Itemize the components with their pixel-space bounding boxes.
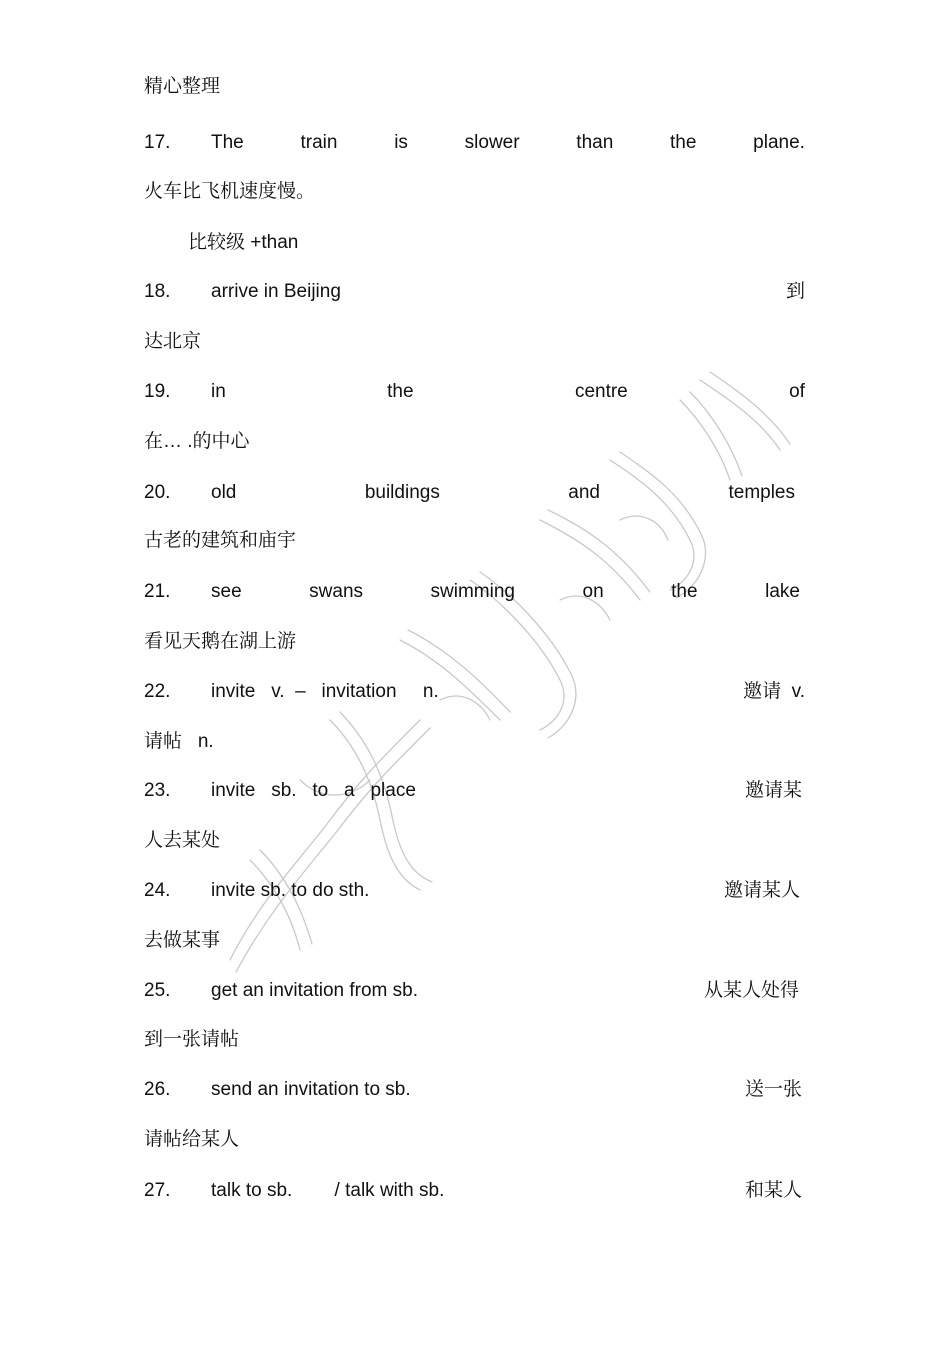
- chinese-meaning-start: 送一张: [744, 1079, 802, 1100]
- chinese-meaning: 在… .的中心: [144, 431, 250, 452]
- item-number: 18.: [144, 281, 171, 302]
- word: the: [671, 581, 698, 602]
- vocab-item-17: [144, 130, 805, 156]
- word: is: [394, 132, 408, 153]
- word: in: [211, 381, 226, 402]
- word: swans: [309, 581, 364, 602]
- word: buildings: [364, 482, 440, 503]
- item-number: 23.: [144, 780, 171, 801]
- word: centre: [574, 381, 628, 402]
- english-phrase: invite sb. to do sth.: [211, 880, 370, 901]
- word: than: [576, 132, 614, 153]
- word: and: [568, 482, 600, 503]
- vocab-item-18: [144, 279, 805, 305]
- page-header: 精心整理: [144, 76, 221, 97]
- vocab-item-25: [144, 978, 805, 1004]
- word: see: [211, 581, 242, 602]
- vocab-item-24: [144, 878, 805, 904]
- item-number: 27.: [144, 1180, 171, 1201]
- english-phrase: invite sb. to a place: [211, 780, 416, 801]
- item-number: 21.: [144, 581, 171, 602]
- word: slower: [464, 132, 520, 153]
- chinese-meaning: 看见天鹅在湖上游: [144, 631, 297, 652]
- english-phrase: talk to sb. / talk with sb.: [211, 1180, 445, 1201]
- chinese-meaning: 人去某处: [144, 830, 221, 851]
- english-phrase: [211, 379, 805, 405]
- english-phrase: [211, 130, 805, 156]
- english-phrase: send an invitation to sb.: [211, 1079, 411, 1100]
- item-number: 17.: [144, 132, 171, 153]
- item-number: 25.: [144, 980, 171, 1001]
- item-number: 19.: [144, 381, 171, 402]
- english-phrase: [211, 579, 800, 605]
- chinese-meaning-start: 和某人: [744, 1180, 802, 1201]
- word: plane.: [753, 132, 805, 153]
- word: swimming: [430, 581, 515, 602]
- vocab-item-27: [144, 1178, 805, 1204]
- word: on: [582, 581, 604, 602]
- vocab-item-20: [144, 480, 805, 506]
- english-phrase: invite v. – invitation n.: [211, 681, 439, 702]
- word: old: [211, 482, 237, 503]
- word: temples: [728, 482, 795, 503]
- chinese-meaning: 古老的建筑和庙宇: [144, 530, 297, 551]
- item-number: 24.: [144, 880, 171, 901]
- english-phrase: get an invitation from sb.: [211, 980, 418, 1001]
- chinese-meaning: 去做某事: [144, 930, 221, 951]
- english-phrase: [211, 480, 795, 506]
- vocab-item-23: [144, 778, 805, 804]
- word: the: [387, 381, 414, 402]
- word: train: [300, 132, 338, 153]
- chinese-meaning-start: 到: [785, 281, 805, 302]
- vocab-item-26: [144, 1077, 805, 1103]
- chinese-meaning: 请帖 n.: [144, 731, 214, 752]
- vocab-item-22: [144, 679, 805, 705]
- item-number: 20.: [144, 482, 171, 503]
- chinese-meaning: 达北京: [144, 331, 202, 352]
- item-number: 26.: [144, 1079, 171, 1100]
- word: of: [789, 381, 805, 402]
- vocab-item-21: [144, 579, 805, 605]
- chinese-meaning: 到一张请帖: [144, 1029, 240, 1050]
- english-phrase: arrive in Beijing: [211, 281, 341, 302]
- word: The: [211, 132, 244, 153]
- chinese-meaning-start: 邀请某: [744, 780, 802, 801]
- word: the: [670, 132, 697, 153]
- chinese-meaning-start: 从某人处得: [703, 980, 799, 1001]
- chinese-meaning: 火车比飞机速度慢。: [144, 181, 316, 202]
- chinese-meaning-start: 邀请 v.: [743, 681, 805, 702]
- chinese-meaning-start: 邀请某人: [723, 880, 800, 901]
- grammar-note: 比较级 +than: [188, 232, 299, 253]
- chinese-meaning: 请帖给某人: [144, 1129, 240, 1150]
- vocab-item-19: [144, 379, 805, 405]
- word: lake: [765, 581, 800, 602]
- item-number: 22.: [144, 681, 171, 702]
